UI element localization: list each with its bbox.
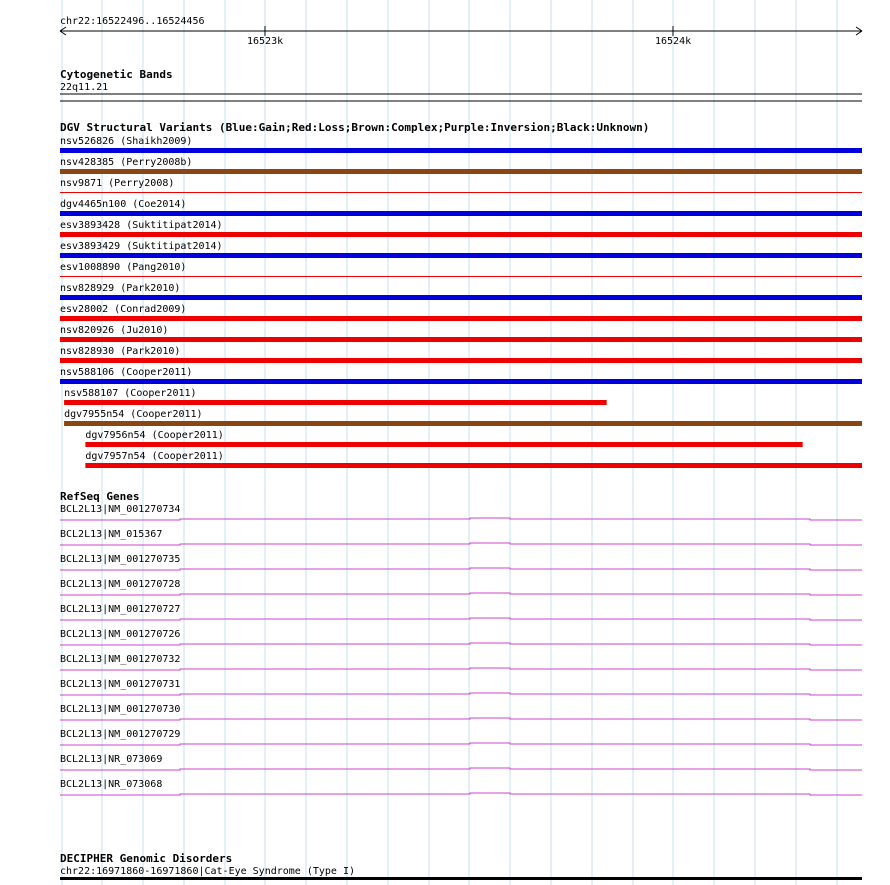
refseq-gene-line[interactable] xyxy=(60,618,862,620)
track-title: DGV Structural Variants (Blue:Gain;Red:Loss;Brown:Complex;Purple:Inversion;Black:Unknown) xyxy=(60,121,650,134)
dgv-feature-bar[interactable] xyxy=(60,295,862,300)
dgv-feature[interactable] xyxy=(60,157,862,174)
dgv-feature[interactable] xyxy=(60,346,862,363)
refseq-gene-line[interactable] xyxy=(60,568,862,570)
refseq-gene-line[interactable] xyxy=(60,718,862,720)
refseq-gene-label[interactable]: BCL2L13|NM_015367 xyxy=(60,529,163,540)
dgv-feature-bar[interactable] xyxy=(60,316,862,321)
cytoband-track xyxy=(60,68,862,101)
dgv-feature[interactable] xyxy=(60,178,862,193)
ruler-tick-label: 16523k xyxy=(247,36,284,47)
refseq-gene[interactable] xyxy=(60,504,862,520)
dgv-feature-bar[interactable] xyxy=(85,463,862,468)
dgv-feature-label[interactable]: nsv9871 (Perry2008) xyxy=(60,178,175,189)
refseq-gene-label[interactable]: BCL2L13|NM_001270726 xyxy=(60,629,181,640)
dgv-feature[interactable] xyxy=(85,430,802,447)
dgv-feature-bar[interactable] xyxy=(60,232,862,237)
refseq-gene-label[interactable]: BCL2L13|NM_001270735 xyxy=(60,554,181,565)
refseq-gene-line[interactable] xyxy=(60,593,862,595)
dgv-feature-label[interactable]: nsv588107 (Cooper2011) xyxy=(64,388,197,399)
track-title: Cytogenetic Bands xyxy=(60,68,173,81)
refseq-gene[interactable] xyxy=(60,629,862,645)
dgv-feature-bar[interactable] xyxy=(60,358,862,363)
dgv-feature-bar[interactable] xyxy=(85,442,802,447)
dgv-feature[interactable] xyxy=(60,304,862,321)
dgv-feature[interactable] xyxy=(60,199,862,216)
refseq-gene[interactable] xyxy=(60,654,862,670)
refseq-gene-line[interactable] xyxy=(60,643,862,645)
decipher-feature-label[interactable]: chr22:16971860-16971860|Cat-Eye Syndrome (Type I) xyxy=(60,866,356,877)
dgv-feature-label[interactable]: nsv820926 (Ju2010) xyxy=(60,325,169,336)
refseq-gene[interactable] xyxy=(60,579,862,595)
dgv-feature-label[interactable]: nsv526826 (Shaikh2009) xyxy=(60,136,193,147)
dgv-feature[interactable] xyxy=(60,136,862,153)
refseq-gene-label[interactable]: BCL2L13|NM_001270729 xyxy=(60,729,181,740)
dgv-feature-bar[interactable] xyxy=(60,211,862,216)
dgv-feature-bar[interactable] xyxy=(60,337,862,342)
refseq-gene-line[interactable] xyxy=(60,793,862,795)
refseq-gene[interactable] xyxy=(60,779,862,795)
refseq-gene-line[interactable] xyxy=(60,693,862,695)
region-label: chr22:16522496..16524456 xyxy=(60,16,205,27)
track-title: DECIPHER Genomic Disorders xyxy=(60,852,233,865)
refseq-track xyxy=(60,490,862,795)
dgv-feature[interactable] xyxy=(60,262,862,277)
dgv-track xyxy=(60,121,862,468)
refseq-gene[interactable] xyxy=(60,679,862,695)
refseq-genes xyxy=(60,504,862,795)
dgv-feature-label[interactable]: esv1008890 (Pang2010) xyxy=(60,262,187,273)
dgv-feature-bar[interactable] xyxy=(60,379,862,384)
dgv-feature-bar[interactable] xyxy=(60,192,862,193)
refseq-gene[interactable] xyxy=(60,604,862,620)
dgv-feature[interactable] xyxy=(64,388,607,405)
dgv-feature-bar[interactable] xyxy=(60,169,862,174)
dgv-feature-label[interactable]: dgv7955n54 (Cooper2011) xyxy=(64,409,203,420)
dgv-feature-bar[interactable] xyxy=(60,253,862,258)
refseq-gene-label[interactable]: BCL2L13|NM_001270727 xyxy=(60,604,181,615)
dgv-feature-label[interactable]: esv3893429 (Suktitipat2014) xyxy=(60,241,223,252)
dgv-feature[interactable] xyxy=(60,325,862,342)
dgv-feature[interactable] xyxy=(60,241,862,258)
ruler-tick-label: 16524k xyxy=(655,36,692,47)
dgv-feature-bar[interactable] xyxy=(60,276,862,277)
refseq-gene-label[interactable]: BCL2L13|NM_001270734 xyxy=(60,504,181,515)
dgv-feature-label[interactable]: dgv7956n54 (Cooper2011) xyxy=(85,430,224,441)
refseq-gene-label[interactable]: BCL2L13|NR_073068 xyxy=(60,779,163,790)
dgv-feature-label[interactable]: dgv7957n54 (Cooper2011) xyxy=(85,451,224,462)
cytoband-label: 22q11.21 xyxy=(60,82,109,93)
dgv-feature[interactable] xyxy=(60,367,862,384)
dgv-feature-label[interactable]: nsv828930 (Park2010) xyxy=(60,346,181,357)
refseq-gene-line[interactable] xyxy=(60,668,862,670)
refseq-gene-line[interactable] xyxy=(60,518,862,520)
dgv-feature-label[interactable]: nsv428385 (Perry2008b) xyxy=(60,157,193,168)
refseq-gene-label[interactable]: BCL2L13|NM_001270728 xyxy=(60,579,181,590)
dgv-feature[interactable] xyxy=(85,451,862,468)
refseq-gene-label[interactable]: BCL2L13|NR_073069 xyxy=(60,754,163,765)
dgv-feature-label[interactable]: dgv4465n100 (Coe2014) xyxy=(60,199,187,210)
dgv-feature-bar[interactable] xyxy=(60,148,862,153)
dgv-features xyxy=(60,136,862,468)
refseq-gene[interactable] xyxy=(60,754,862,770)
dgv-feature-label[interactable]: nsv588106 (Cooper2011) xyxy=(60,367,193,378)
refseq-gene-label[interactable]: BCL2L13|NM_001270732 xyxy=(60,654,181,665)
refseq-gene[interactable] xyxy=(60,704,862,720)
refseq-gene-line[interactable] xyxy=(60,768,862,770)
dgv-feature-bar[interactable] xyxy=(64,400,607,405)
refseq-gene-label[interactable]: BCL2L13|NM_001270730 xyxy=(60,704,181,715)
refseq-gene-line[interactable] xyxy=(60,543,862,545)
decipher-track xyxy=(60,852,862,880)
track-title: RefSeq Genes xyxy=(60,490,140,503)
dgv-feature-label[interactable]: nsv828929 (Park2010) xyxy=(60,283,181,294)
decipher-feature-bar[interactable] xyxy=(60,877,862,880)
refseq-gene-label[interactable]: BCL2L13|NM_001270731 xyxy=(60,679,181,690)
dgv-feature-bar[interactable] xyxy=(64,421,862,426)
refseq-gene[interactable] xyxy=(60,529,862,545)
refseq-gene[interactable] xyxy=(60,729,862,745)
dgv-feature[interactable] xyxy=(60,220,862,237)
refseq-gene-line[interactable] xyxy=(60,743,862,745)
dgv-feature[interactable] xyxy=(64,409,862,426)
ruler-track xyxy=(60,16,862,47)
dgv-feature[interactable] xyxy=(60,283,862,300)
dgv-feature-label[interactable]: esv28002 (Conrad2009) xyxy=(60,304,187,315)
dgv-feature-label[interactable]: esv3893428 (Suktitipat2014) xyxy=(60,220,223,231)
refseq-gene[interactable] xyxy=(60,554,862,570)
